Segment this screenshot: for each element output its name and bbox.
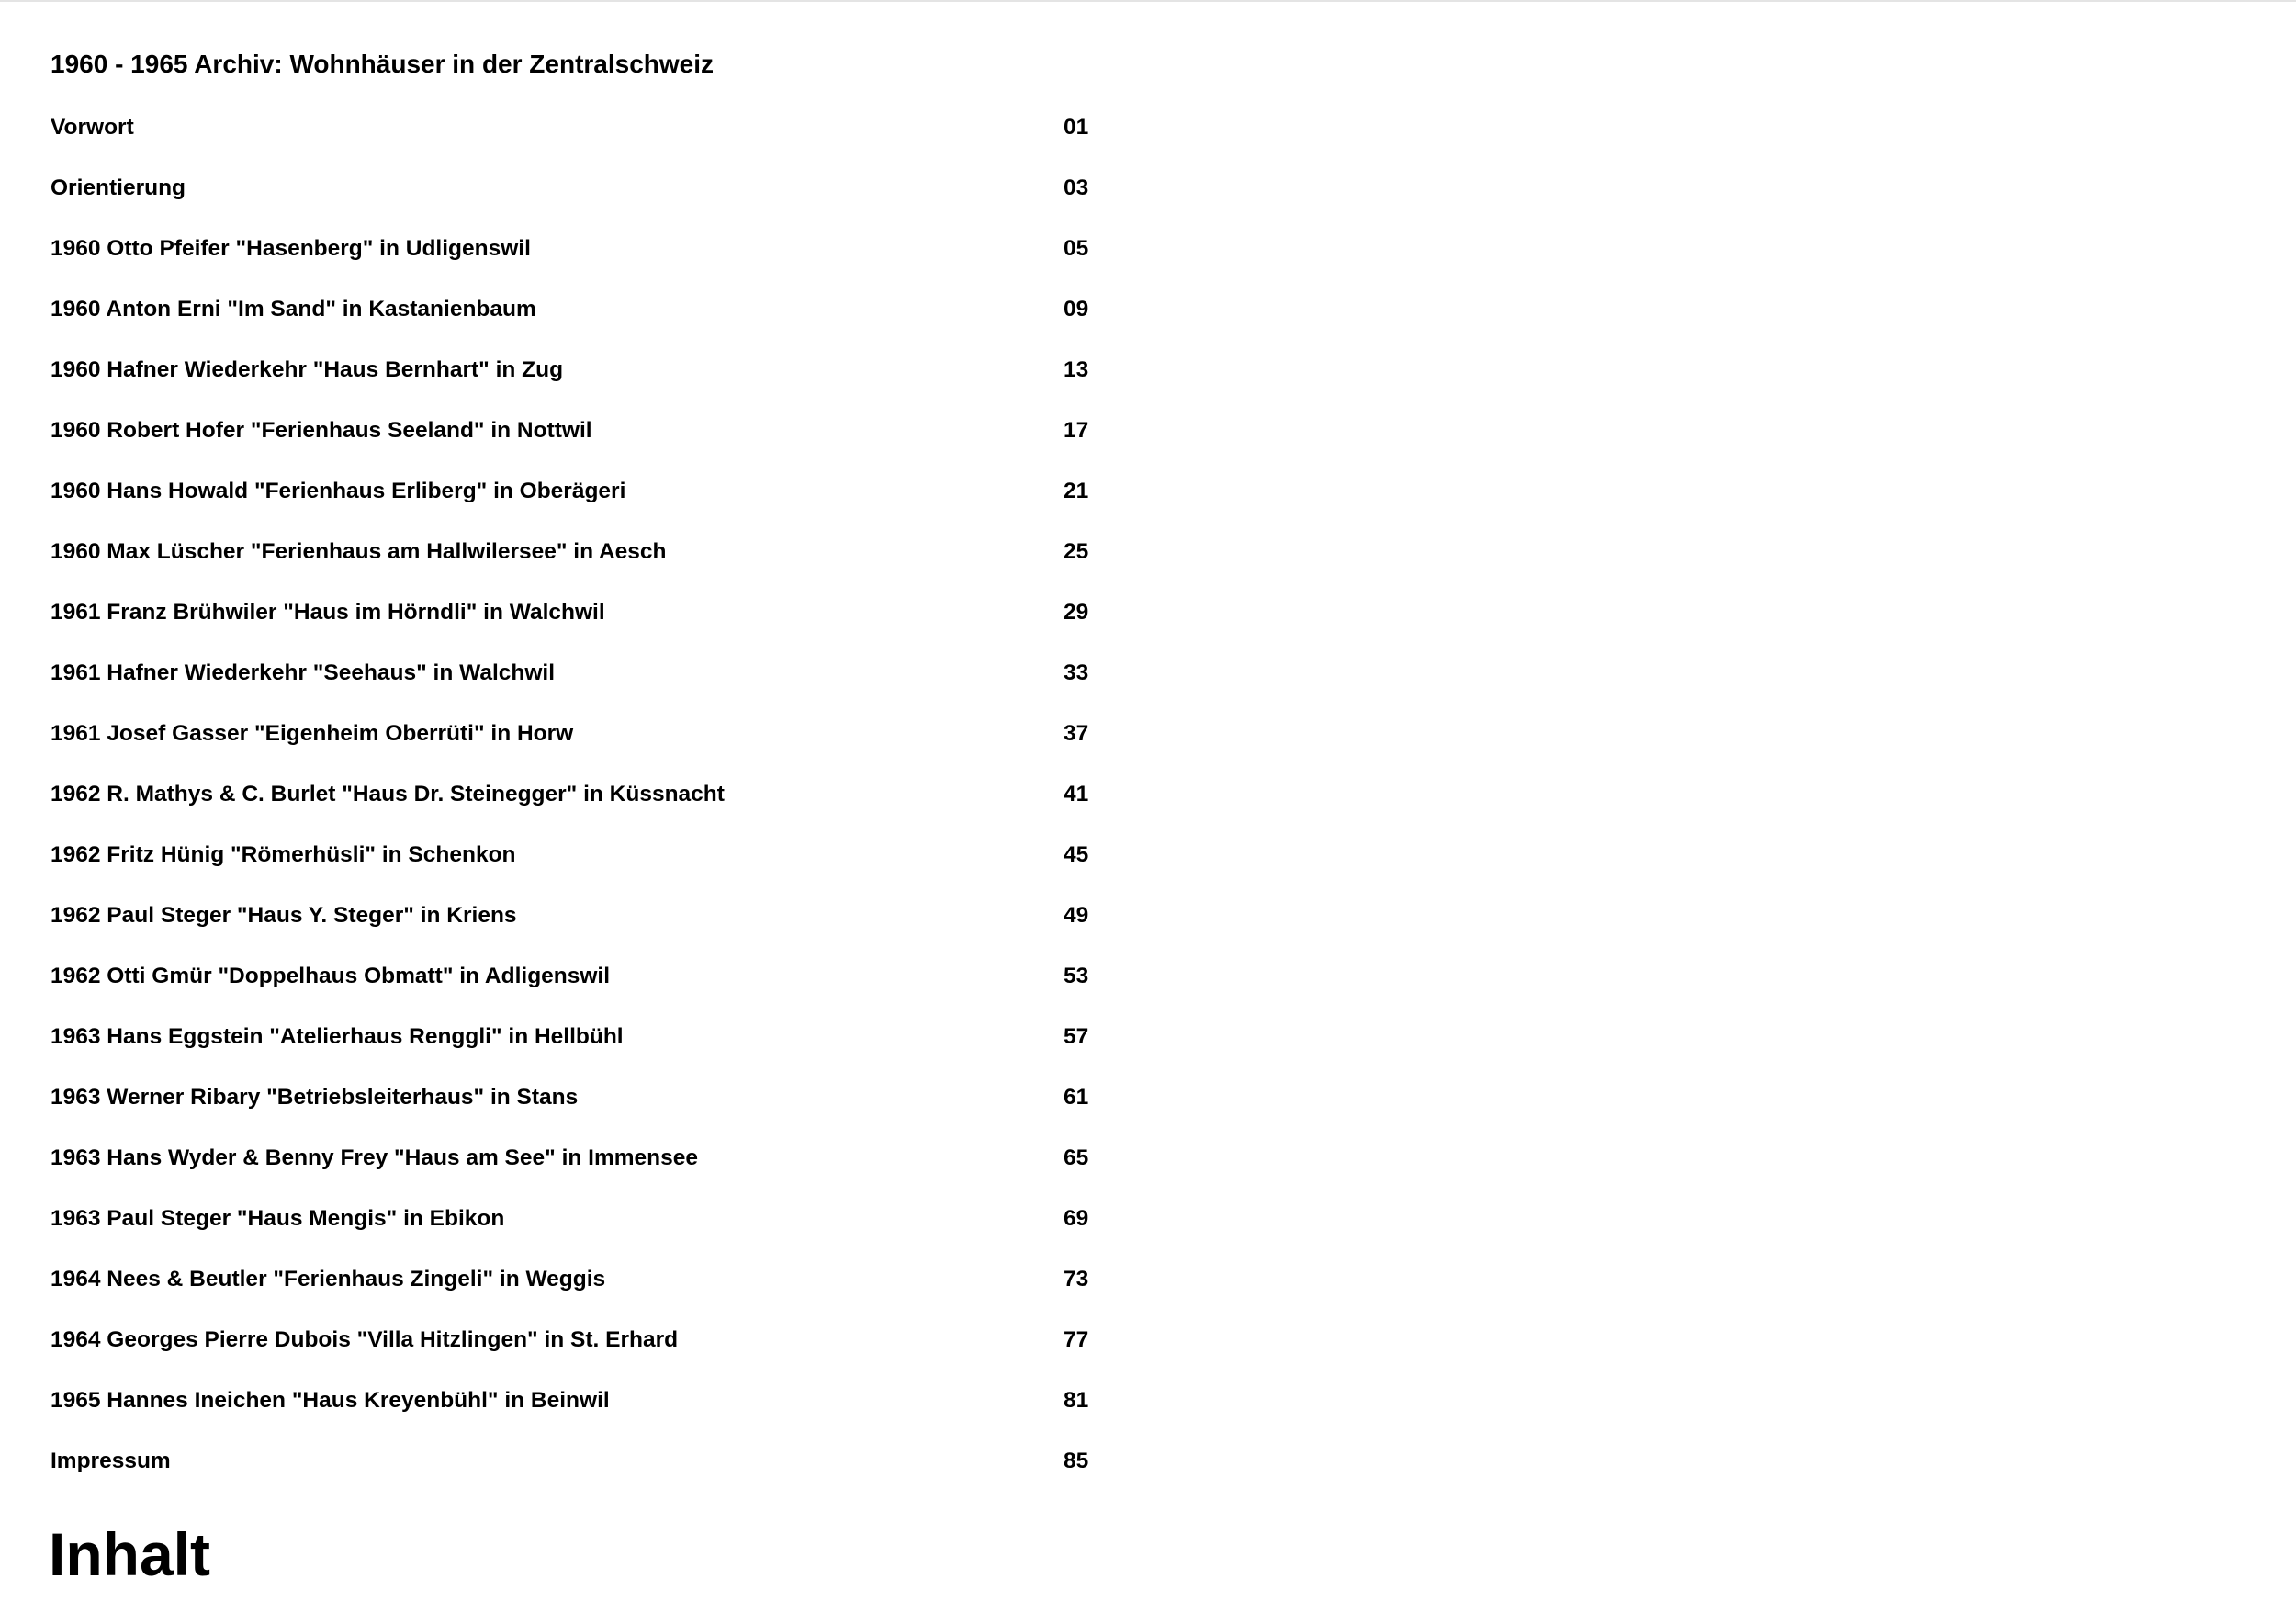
toc-entry-page: 03 xyxy=(1064,175,1089,200)
toc-entry[interactable] xyxy=(51,1444,1097,1505)
toc-entry-page: 37 xyxy=(1064,721,1089,746)
toc-entry-label: 1963 Paul Steger "Haus Mengis" in Ebikon xyxy=(51,1206,505,1231)
toc-entry-label: 1962 Paul Steger "Haus Y. Steger" in Kriens xyxy=(51,903,517,928)
toc-entry-page: 73 xyxy=(1064,1267,1089,1291)
document-title: 1960 - 1965 Archiv: Wohnhäuser in der Zentralschweiz xyxy=(51,50,715,78)
toc-entry[interactable] xyxy=(51,777,1097,838)
toc-entry[interactable] xyxy=(51,292,1097,353)
toc-entry[interactable] xyxy=(51,716,1097,777)
toc-entry[interactable] xyxy=(51,353,1097,413)
toc-entry-page: 61 xyxy=(1064,1085,1089,1110)
table-of-contents xyxy=(51,110,1097,1505)
toc-entry-page: 33 xyxy=(1064,660,1089,685)
toc-entry-label: 1960 Max Lüscher "Ferienhaus am Hallwilersee" in Aesch xyxy=(51,539,667,564)
toc-entry-label: 1961 Josef Gasser "Eigenheim Oberrüti" in Horw xyxy=(51,721,574,746)
toc-entry-label: 1962 R. Mathys & C. Burlet "Haus Dr. Steinegger" in Küssnacht xyxy=(51,782,725,806)
toc-entry-page: 17 xyxy=(1064,418,1089,443)
toc-entry-label: 1964 Georges Pierre Dubois "Villa Hitzlingen" in St. Erhard xyxy=(51,1327,679,1352)
toc-entry-page: 05 xyxy=(1064,236,1089,261)
toc-entry[interactable] xyxy=(51,1262,1097,1323)
toc-entry[interactable] xyxy=(51,898,1097,959)
toc-entry[interactable] xyxy=(51,231,1097,292)
toc-entry-page: 57 xyxy=(1064,1024,1089,1049)
toc-entry[interactable] xyxy=(51,171,1097,231)
toc-entry-page: 41 xyxy=(1064,782,1089,806)
toc-entry[interactable] xyxy=(51,838,1097,898)
toc-entry[interactable] xyxy=(51,656,1097,716)
top-divider xyxy=(0,0,2296,2)
toc-entry-page: 25 xyxy=(1064,539,1089,564)
toc-entry-label: Impressum xyxy=(51,1449,171,1473)
toc-entry[interactable] xyxy=(51,1201,1097,1262)
toc-entry-label: 1963 Hans Wyder & Benny Frey "Haus am See" in Immensee xyxy=(51,1145,698,1170)
toc-entry[interactable] xyxy=(51,474,1097,535)
toc-entry-label: 1961 Franz Brühwiler "Haus im Hörndli" in Walchwil xyxy=(51,600,605,625)
toc-entry-page: 81 xyxy=(1064,1388,1089,1413)
toc-entry[interactable] xyxy=(51,959,1097,1020)
toc-entry[interactable] xyxy=(51,1141,1097,1201)
toc-entry-label: 1963 Hans Eggstein "Atelierhaus Renggli" in Hellbühl xyxy=(51,1024,624,1049)
toc-entry-page: 53 xyxy=(1064,964,1089,988)
toc-entry-page: 01 xyxy=(1064,115,1089,140)
toc-entry-page: 13 xyxy=(1064,357,1089,382)
toc-entry[interactable] xyxy=(51,1383,1097,1444)
toc-entry-label: 1960 Robert Hofer "Ferienhaus Seeland" in Nottwil xyxy=(51,418,592,443)
toc-entry-label: 1965 Hannes Ineichen "Haus Kreyenbühl" in Beinwil xyxy=(51,1388,610,1413)
toc-entry[interactable] xyxy=(51,1323,1097,1383)
toc-entry[interactable] xyxy=(51,110,1097,171)
page-heading: Inhalt xyxy=(49,1520,210,1588)
toc-entry[interactable] xyxy=(51,1020,1097,1080)
toc-entry-page: 85 xyxy=(1064,1449,1089,1473)
toc-entry-label: 1963 Werner Ribary "Betriebsleiterhaus" in Stans xyxy=(51,1085,579,1110)
toc-entry-page: 69 xyxy=(1064,1206,1089,1231)
toc-entry-label: 1960 Otto Pfeifer "Hasenberg" in Udligenswil xyxy=(51,236,531,261)
toc-entry-label: Vorwort xyxy=(51,115,134,140)
toc-entry-label: 1962 Fritz Hünig "Römerhüsli" in Schenkon xyxy=(51,842,516,867)
toc-entry-page: 21 xyxy=(1064,479,1089,503)
toc-entry[interactable] xyxy=(51,1080,1097,1141)
toc-entry-label: 1964 Nees & Beutler "Ferienhaus Zingeli" in Weggis xyxy=(51,1267,606,1291)
toc-entry-label: 1960 Hafner Wiederkehr "Haus Bernhart" in Zug xyxy=(51,357,564,382)
toc-entry-page: 49 xyxy=(1064,903,1089,928)
toc-entry-label: 1960 Anton Erni "Im Sand" in Kastanienbaum xyxy=(51,297,536,321)
toc-entry-label: 1960 Hans Howald "Ferienhaus Erliberg" in Oberägeri xyxy=(51,479,626,503)
toc-entry-label: Orientierung xyxy=(51,175,186,200)
toc-entry-label: 1962 Otti Gmür "Doppelhaus Obmatt" in Adligenswil xyxy=(51,964,611,988)
toc-entry-page: 77 xyxy=(1064,1327,1089,1352)
toc-entry-page: 65 xyxy=(1064,1145,1089,1170)
toc-entry-label: 1961 Hafner Wiederkehr "Seehaus" in Walchwil xyxy=(51,660,556,685)
toc-entry-page: 29 xyxy=(1064,600,1089,625)
toc-entry-page: 45 xyxy=(1064,842,1089,867)
toc-entry[interactable] xyxy=(51,413,1097,474)
toc-entry-page: 09 xyxy=(1064,297,1089,321)
toc-entry[interactable] xyxy=(51,595,1097,656)
toc-entry[interactable] xyxy=(51,535,1097,595)
